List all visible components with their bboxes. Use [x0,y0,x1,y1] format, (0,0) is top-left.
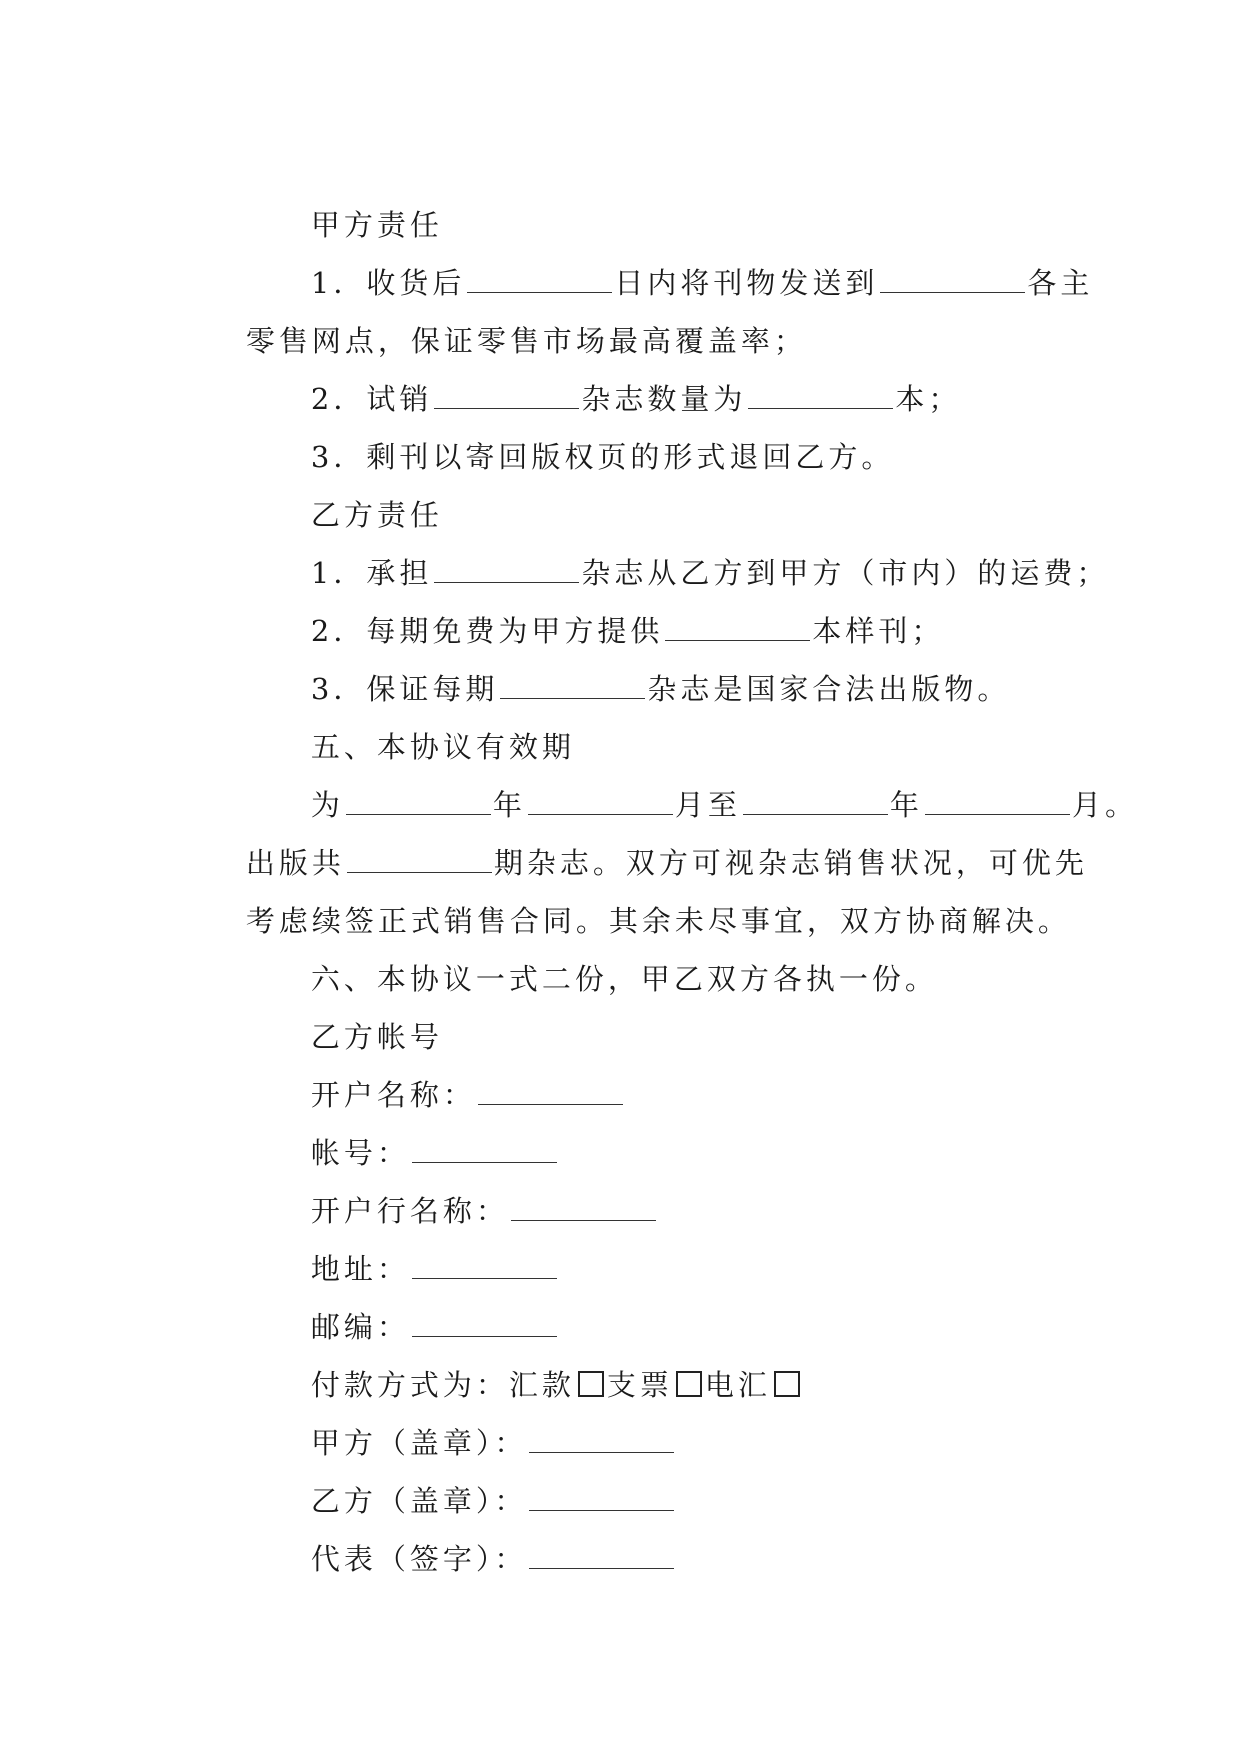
account-heading: 乙方帐号 [310,1020,443,1054]
party-a-item-2: 2．试销 杂志数量为 本； [310,382,962,416]
fill-blank[interactable] [880,290,1025,293]
party-b-item-2: 2．每期免费为甲方提供 本样刊； [310,614,945,648]
wire-checkbox[interactable] [774,1371,800,1397]
validity-period-line: 为 年 月至 年 月。 [310,788,1138,822]
party-b-item-1: 1．承担 杂志从乙方到甲方（市内）的运费； [310,556,1110,590]
party-a-item-3: 3．剩刊以寄回版权页的形式退回乙方。 [310,440,895,474]
postcode-field: 邮编： [258,1267,559,1307]
representative-sign-field: 代表（签字）： [258,1499,676,1539]
party-a-seal-field: 甲方（盖章）： [258,1383,676,1423]
party-b-item-3: 3．保证每期 杂志是国家合法出版物。 [310,672,1011,706]
party-b-seal-field: 乙方（盖章）： [258,1441,676,1481]
party-a-item-1-continued: 零售网点，保证零售市场最高覆盖率； [245,324,807,358]
validity-period-line-3: 考虑续签正式销售合同。其余未尽事宜，双方协商解决。 [245,904,1071,938]
account-name-field: 开户名称： [258,1035,625,1075]
representative-sign-input[interactable] [529,1566,674,1569]
section-6: 六、本协议一式二份，甲乙双方各执一份。 [310,962,938,996]
validity-period-line-2: 出版共 期杂志。双方可视杂志销售状况，可优先 [245,846,1088,880]
bank-name-field: 开户行名称： [258,1151,658,1191]
party-a-item-1: 1．收货后 日内将刊物发送到 各主 [310,266,1094,300]
party-a-heading: 甲方责任 [310,208,443,242]
section-5-heading: 五、本协议有效期 [310,730,575,764]
address-field: 地址： [258,1209,559,1249]
check-checkbox[interactable] [676,1371,702,1397]
payment-method-row: 付款方式为：汇款 支票 电汇 [258,1325,803,1365]
account-number-field: 帐号： [258,1093,559,1133]
party-b-heading: 乙方责任 [310,498,443,532]
